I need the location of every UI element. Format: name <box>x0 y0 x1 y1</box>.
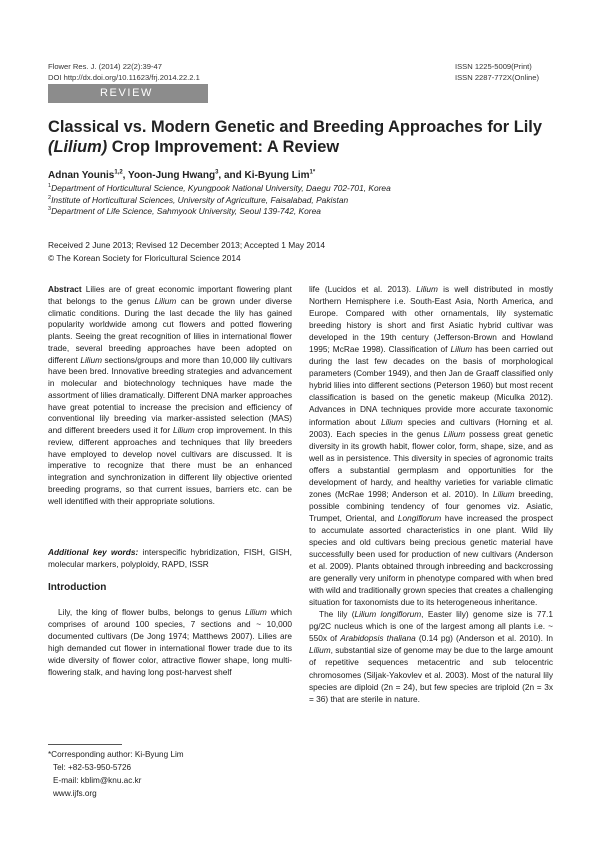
keywords-label: Additional key words: <box>48 547 139 557</box>
author-2-affil: 3 <box>215 169 219 176</box>
affiliation-3: $^3$Department of Life Science, Sahmyook University, Seoul 139-742, Korea <box>48 206 321 217</box>
author-1: Adnan Younis <box>48 170 115 181</box>
author-2: , Yoon-Jung Hwang <box>122 170 216 181</box>
doi-line[interactable]: DOI http://dx.doi.org/10.11623/frj.2014.22.2.1 <box>48 72 200 82</box>
telephone: Tel: +82-53-950-5726 <box>53 763 132 772</box>
paragraph-taxonomy: life (Lucidos et al. 2013). Lilium is well distributed in mostly Northern Hemisphere i.e. South-East Asia, North America, and Europe. Compared with other ornamentals, lily systematic breeding history is short and first Asiatic hybrid cultivar was developed in the 19th century (Jefferson-Brown and Howland 1995; McRae 1998). Classification of Lilium has been carried out during the last few decades on the basis of morphological parameters (Comber 1949), and then Jan de Graaff classified only hybrid lilies into different sections (Peterson 1960) but most recent classification is based on the genetic makeup (Miculka 2012). Advances in DNA techniques provide more accurate taxonomic information about Lilium species and cultivars (Horning et al. 2003). Each species in the genus Lilium possess great genetic diversity in its growth habit, flower color, form, shape, size, and as well as in persistence. This diversity in species of agronomic traits offers a substantial germplasm and opportunities for the development of hardy, and healthy varieties for variable climatic zones (McRae 1998; Anderson et al. 2010). In Lilium breeding, possible combining tendency of four genomes viz. Asiatic, Trumpet, Oriental, and Longiflorum have increased the prospect to accumulate assorted characteristics in one plant. Wild lily species and old cultivars being precious genetic material have successfully been used for production of new cultivars (Anderson et al. 2009). Plants obtained through inbreeding and backcrossing are generally very uniform in phenotype compared with when bred with wild and traditionally grown species that creates a challenging situation for taxonomists due to its heterogeneous inheritance. <box>309 284 554 608</box>
publication-dates <box>48 239 325 264</box>
journal-citation: Flower Res. J. (2014) 22(2):39-47 <box>48 62 162 71</box>
section-heading-introduction: Introduction <box>48 582 107 593</box>
abstract-label: Abstract <box>48 284 82 294</box>
email-link[interactable]: E-mail: kblim@knu.ac.kr <box>53 776 142 785</box>
author-list <box>48 170 315 181</box>
received-dates: Received 2 June 2013; Revised 12 December 2013; Accepted 1 May 2014 <box>48 240 326 250</box>
footnote-divider <box>48 744 122 745</box>
paper-title <box>48 118 558 157</box>
website-link[interactable]: www.ijfs.org <box>53 789 97 798</box>
copyright-line: © The Korean Society for Floricultural Science 2014 <box>48 252 241 263</box>
title-part1: Classical vs. Modern Genetic and Breeding Approaches for Lily <box>48 118 542 136</box>
author-3-affil: 1* <box>309 169 316 176</box>
title-italic: (Lilium) <box>48 137 108 156</box>
introduction-paragraph: Lily, the king of flower bulbs, belongs to genus Lilium which comprises of around 100 species, 7 sections and ~ 10,000 documented cultivars (De Jong 1974; Matthews 2007). Lilies are high demanded cut flower in international flower trade due to its wide diversity of flower color, attractive flower shape, long multi-flowering stalk, and having long post-harvest shelf <box>48 607 292 678</box>
corresponding-author: *Corresponding author: Ki-Byung Lim <box>48 750 184 759</box>
title-part2: Crop Improvement: A Review <box>107 137 340 156</box>
affiliation-1: $^1$Department of Horticultural Science, Kyungpook National University, Daegu 702-701, Korea <box>48 183 391 193</box>
right-column-text <box>309 283 553 705</box>
corresponding-author-footnote <box>48 748 184 800</box>
keywords <box>48 547 292 571</box>
issn-block <box>455 62 552 83</box>
affiliation-2: $^2$Institute of Horticultural Sciences, University of Agriculture, Faisalabad, Pakistan <box>48 194 349 205</box>
issn-online: ISSN 2287-772X(Online) <box>455 72 539 82</box>
journal-header <box>48 62 200 83</box>
author-3: , and Ki-Byung Lim <box>218 170 310 181</box>
affiliations <box>48 183 391 218</box>
author-1-affil: 1,2 <box>114 169 123 176</box>
abstract: Abstract Lilies are of great economic important flowering plant that belongs to the genus Lilium can be grown under diverse climatic conditions. During the last decade the lily has gained popularity worldwide among cut flowers and potted flowering plants. Seeing the great recognition of lilies in international flower trade, several breeding approaches have been adopted on different Lilium sections/groups and more than 10,000 lily cultivars have been bred. Innovative breeding strategies and advancement in molecular and biotechnology techniques have made the assortment of lilies dramatically. Different DNA marker approaches have great potential to increase the precision and efficiency of conventional lily breeding via marker-assisted selection (MAS) and different breeders used it for Lilium crop improvement. In this review, different approaches and techniques that lily breeders have employed to develop novel cultivars are discussed. It is imperative to recognize that there must be an enhanced integration and synchronization in different lily objective oriented breeding programs, so that current issues, barriers etc. can be well identified with their appropriate solutions. <box>48 284 293 506</box>
keywords-text: interspecific hybridization, FISH, GISH, molecular markers, polyploidy, RAPD, ISSR <box>48 547 292 569</box>
review-label: REVIEW <box>100 87 153 99</box>
issn-print: ISSN 1225-5009(Print) <box>455 62 532 71</box>
paragraph-genome: The lily (Lilium longiflorum, Easter lily) genome size is 77.1 pg/2C nucleus which is one of the largest among all plants i.e. ~ 550x of Arabidopsis thaliana (0.14 pg) (Anderson et al. 2010). In Lilium, substantial size of genome may be due to the large amount of repetitive sequences metacentric and sub telocentric chromosomes (Siljak-Yakovlev et al. 2003). Most of the natural lily species are diploid (2n = 24), but few species are triploid (2n = 3x = 36) that are sterile in nature. <box>309 609 554 704</box>
review-banner <box>48 84 208 103</box>
